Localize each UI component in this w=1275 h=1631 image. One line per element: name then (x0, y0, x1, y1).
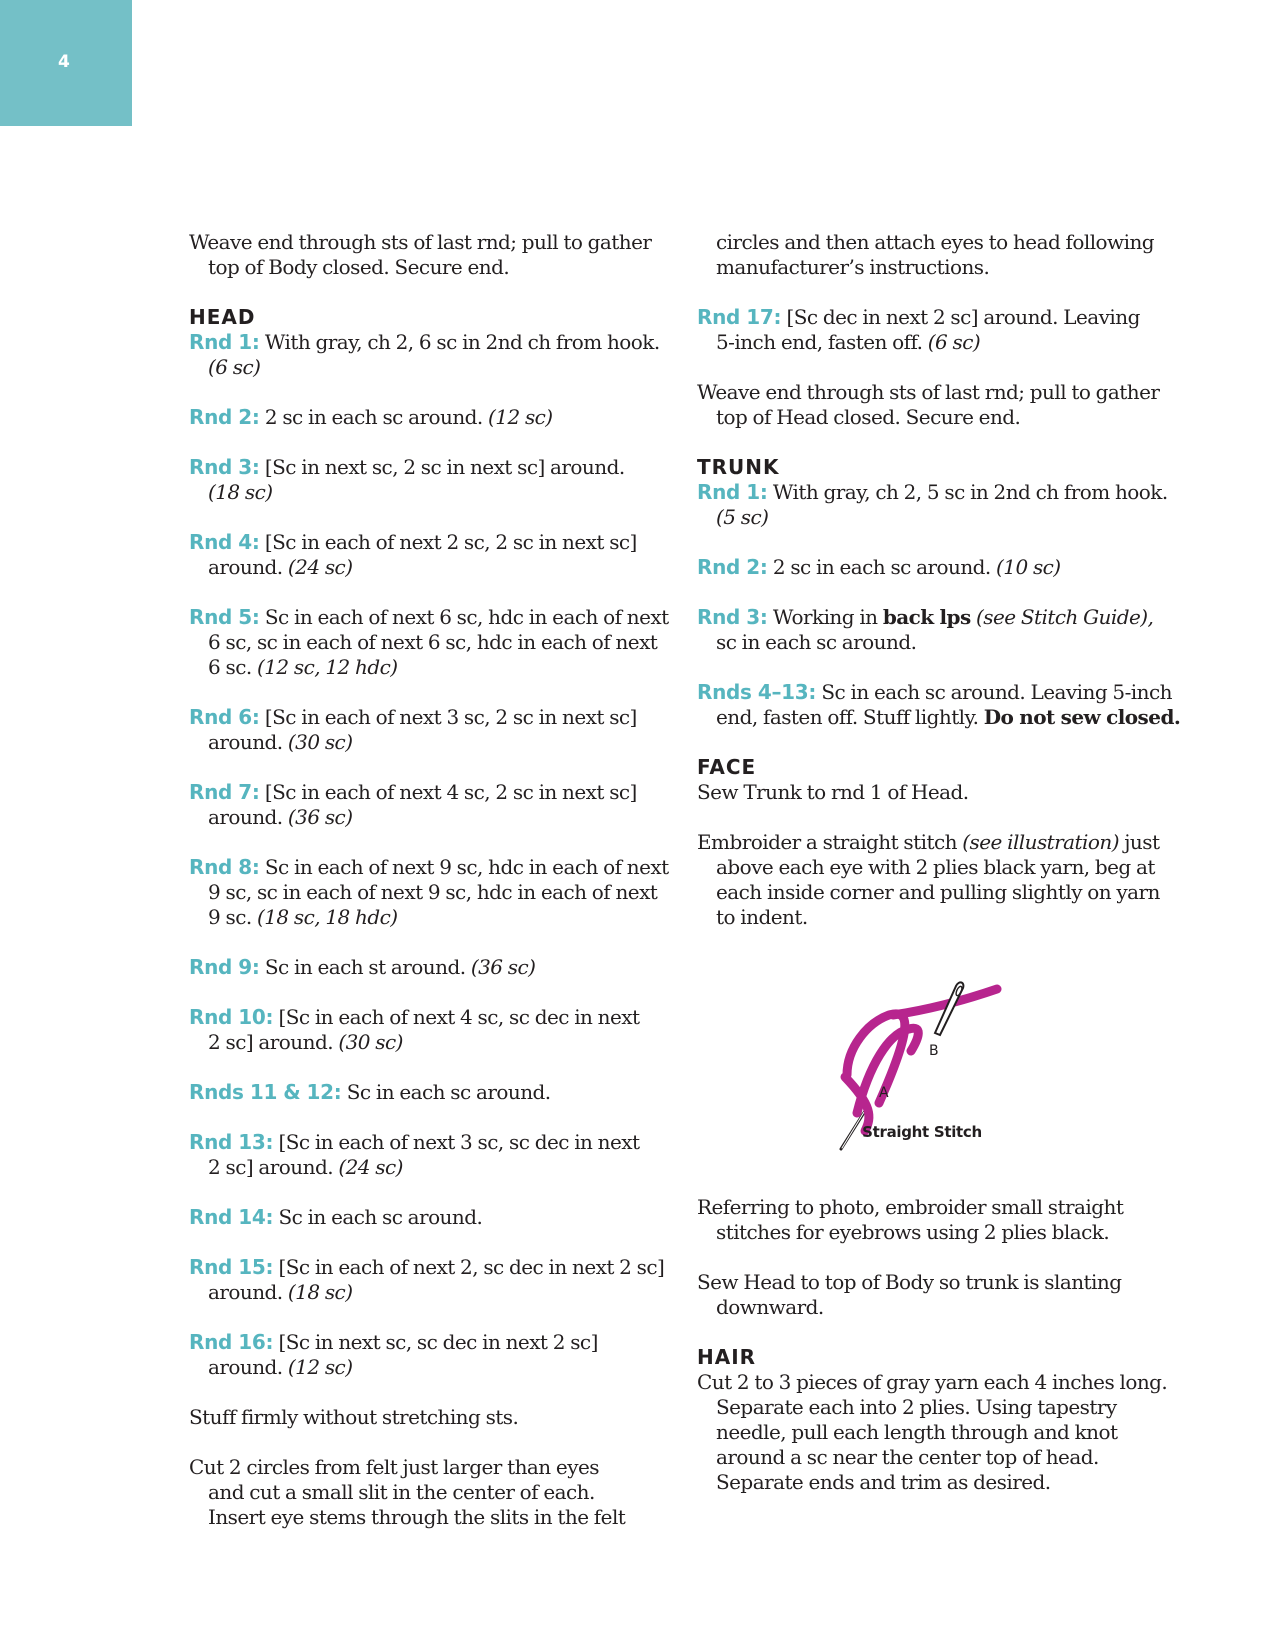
round-label: Rnd 4: (189, 530, 260, 554)
round-label: Rnd 5: (189, 605, 260, 629)
face-sew-text: Sew Trunk to rnd 1 of Head. (697, 780, 969, 804)
hair-instruction (697, 1370, 1189, 1495)
round-count: (18 sc, 18 hdc) (256, 905, 398, 929)
body-finish-text: Weave end through sts of last rnd; pull to gather top of Body closed. Secure end. (189, 230, 652, 279)
circles-continuation (697, 230, 1189, 280)
eyebrows-text: Referring to photo, embroider small straight stitches for eyebrows using 2 plies black. (697, 1195, 1124, 1244)
round-text: [Sc in each of next 3 sc, sc dec in next 2 sc] around. (208, 1130, 640, 1179)
round-item (697, 480, 1189, 530)
round-label: Rnd 17: (697, 305, 782, 329)
round-label: Rnd 14: (189, 1205, 274, 1229)
hair-text: Cut 2 to 3 pieces of gray yarn each 4 inches long. Separate each into 2 plies. Using tapestry needle, pull each length through and knot around a sc near the center top of head. Separate ends and trim as desired. (697, 1370, 1168, 1494)
round-label: Rnd 16: (189, 1330, 274, 1354)
round-item (189, 405, 677, 430)
round-count: (12 sc, 12 hdc) (256, 655, 398, 679)
round-text: [Sc in each of next 4 sc, 2 sc in next sc] around. (208, 780, 637, 829)
embroider-text-rest: just above each eye with 2 plies black yarn, beg at each inside corner and pulling slightly on yarn to indent. (716, 830, 1160, 929)
round-count: (6 sc) (208, 355, 261, 379)
round-item (189, 1005, 677, 1055)
head-finish-text: Weave end through sts of last rnd; pull to gather top of Head closed. Secure end. (697, 380, 1160, 429)
round-text: [Sc in each of next 2, sc dec in next 2 sc] around. (208, 1255, 665, 1304)
straight-stitch-illustration (697, 953, 1189, 1173)
round-text: Sc in each st around. (264, 955, 466, 979)
round-text: With gray, ch 2, 5 sc in 2nd ch from hook. (772, 480, 1168, 504)
round-text: sc in each sc around. (716, 630, 917, 654)
left-column (189, 230, 677, 1555)
round-count: (36 sc) (287, 805, 353, 829)
page-number: 4 (58, 52, 70, 72)
round-count: (24 sc) (338, 1155, 403, 1179)
round-label: Rnd 2: (189, 405, 260, 429)
round-count: (5 sc) (716, 505, 769, 529)
embroider-text: Embroider a straight stitch (697, 830, 957, 854)
eyebrows-instruction (697, 1195, 1189, 1245)
round-count: (12 sc) (287, 1355, 353, 1379)
round-label: Rnd 7: (189, 780, 260, 804)
round-text: With gray, ch 2, 6 sc in 2nd ch from hook. (264, 330, 660, 354)
page-number-tab (0, 0, 132, 126)
round-item (697, 555, 1189, 580)
face-heading: FACE (697, 755, 757, 779)
round-item (189, 455, 677, 505)
round-item (697, 305, 1189, 355)
round-text: [Sc in each of next 4 sc, sc dec in next 2 sc] around. (208, 1005, 640, 1054)
sew-head-text: Sew Head to top of Body so trunk is slanting downward. (697, 1270, 1122, 1319)
round-bold-text: back lps (882, 605, 971, 629)
round-item (189, 330, 677, 380)
round-text: [Sc in each of next 3 sc, 2 sc in next sc] around. (208, 705, 637, 754)
round-count: (10 sc) (996, 555, 1061, 579)
face-sew (697, 780, 1189, 805)
round-label: Rnd 3: (697, 605, 768, 629)
round-text: [Sc in next sc, 2 sc in next sc] around. (264, 455, 625, 479)
label-a: A (879, 1085, 889, 1101)
round-label: Rnd 2: (697, 555, 768, 579)
round-label: Rnd 8: (189, 855, 260, 879)
embroider-instruction (697, 830, 1189, 930)
round-label: Rnds 4–13: (697, 680, 817, 704)
head-finish (697, 380, 1189, 430)
round-label: Rnd 6: (189, 705, 260, 729)
stuff-text: Stuff firmly without stretching sts. (189, 1405, 519, 1429)
round-label: Rnd 1: (189, 330, 260, 354)
round-item (189, 1130, 677, 1180)
round-count: (12 sc) (488, 405, 553, 429)
round-text: Sc in each sc around. (278, 1205, 483, 1229)
round-bold-text: Do not sew closed. (983, 705, 1181, 729)
round-label: Rnd 9: (189, 955, 260, 979)
body-finish (189, 230, 677, 280)
round-item (189, 955, 677, 980)
round-item (697, 605, 1189, 655)
round-count: (24 sc) (287, 555, 353, 579)
round-item (189, 780, 677, 830)
round-count: (18 sc) (208, 480, 273, 504)
sew-head-instruction (697, 1270, 1189, 1320)
round-text: 2 sc in each sc around. (264, 405, 483, 429)
round-item (189, 1255, 677, 1305)
round-label: Rnd 1: (697, 480, 768, 504)
round-text: 2 sc in each sc around. (772, 555, 991, 579)
round-item (189, 530, 677, 580)
round-text: [Sc in each of next 2 sc, 2 sc in next sc] around. (208, 530, 637, 579)
cut-circles-instruction (189, 1455, 677, 1530)
head-heading: HEAD (189, 305, 256, 329)
trunk-heading: TRUNK (697, 455, 780, 479)
round-item (189, 855, 677, 930)
round-label: Rnd 10: (189, 1005, 274, 1029)
round-item (189, 705, 677, 755)
round-count: (18 sc) (287, 1280, 353, 1304)
round-count: (30 sc) (287, 730, 353, 754)
round-item (189, 1330, 677, 1380)
round-text: Sc in each of next 6 sc, hdc in each of next 6 sc, sc in each of next 6 sc, hdc in each of next 6 sc. (208, 605, 669, 679)
round-count: (6 sc) (927, 330, 981, 354)
round-text: Sc in each sc around. (346, 1080, 551, 1104)
round-text: Sc in each of next 9 sc, hdc in each of next 9 sc, sc in each of next 9 sc, hdc in each of next 9 sc. (208, 855, 669, 929)
round-label: Rnd 15: (189, 1255, 274, 1279)
round-count: (30 sc) (338, 1030, 403, 1054)
round-italic-text: (see Stitch Guide), (976, 605, 1154, 629)
round-text: [Sc dec in next 2 sc] around. Leaving 5-inch end, fasten off. (716, 305, 1140, 354)
round-item (189, 1080, 677, 1105)
cut-circles-text: Cut 2 circles from felt just larger than eyes and cut a small slit in the center of each. Insert eye stems through the slits in the felt (189, 1455, 626, 1529)
round-item (189, 605, 677, 680)
round-text: [Sc in next sc, sc dec in next 2 sc] around. (208, 1330, 598, 1379)
head-rounds (189, 330, 677, 1380)
round-count: (36 sc) (470, 955, 536, 979)
embroider-italic: (see illustration) (962, 830, 1119, 854)
round-item (697, 680, 1189, 730)
round-label: Rnd 3: (189, 455, 260, 479)
hair-heading: HAIR (697, 1345, 757, 1369)
figure-caption: Straight Stitch (862, 1123, 982, 1141)
round-text: Sc in each sc around. Leaving 5-inch end, fasten off. Stuff lightly. (716, 680, 1172, 729)
label-b: B (929, 1043, 939, 1059)
right-column (697, 230, 1189, 1520)
round-label: Rnds 11 & 12: (189, 1080, 342, 1104)
round-item (189, 1205, 677, 1230)
round-label: Rnd 13: (189, 1130, 274, 1154)
circles-continuation-text: circles and then attach eyes to head following manufacturer’s instructions. (716, 230, 1155, 279)
round-text: Working in (772, 605, 878, 629)
stuff-instruction (189, 1405, 677, 1430)
